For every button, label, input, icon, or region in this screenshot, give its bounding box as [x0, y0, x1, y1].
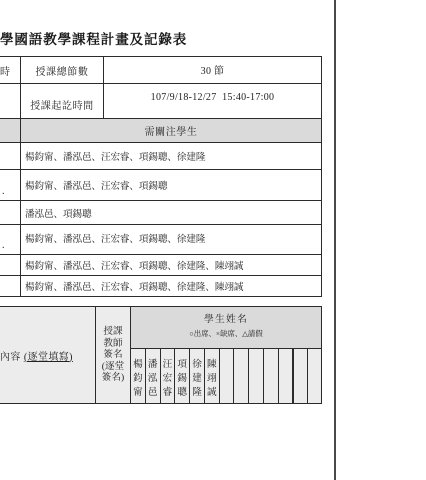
student-column [204, 348, 220, 404]
attention-row-names: 楊鈞甯、潘泓邑、汪宏睿、項錫聰、徐建隆 [25, 152, 206, 163]
total-sessions-value: 30 節 [200, 66, 225, 77]
period-value: 107/9/18-12/27 15:40-17:00 [150, 92, 275, 103]
attention-row [20, 224, 322, 255]
period-label: 授課起訖時間 [30, 100, 94, 112]
attendance-legend: ○出席、×缺席、△請假 [189, 329, 263, 338]
attention-header: 需關注學生 [144, 127, 198, 138]
attention-row [20, 200, 322, 225]
student-column-empty [233, 348, 249, 404]
row-marker: . [2, 186, 5, 197]
total-sessions-label: 授課總節數 [35, 66, 89, 78]
attention-row-names: 楊鈞甯、潘泓邑、汪宏睿、項錫聰、徐建隆、陳翊誠 [25, 261, 244, 272]
student-column-empty [278, 348, 294, 404]
attention-row [20, 275, 322, 297]
left-label-cell [0, 56, 21, 84]
content-cell [0, 306, 96, 404]
student-name: 汪宏睿 [162, 359, 173, 398]
row-marker: . [2, 240, 5, 251]
total-sessions-value-cell [103, 56, 322, 84]
student-column-empty [248, 348, 264, 404]
attention-row-names: 潘泓邑、項錫聰 [25, 208, 92, 220]
attention-row-names: 楊鈞甯、潘泓邑、汪宏睿、項錫聰、徐建隆 [25, 234, 206, 245]
teacher-signature-label-line: 簽名) [101, 372, 125, 384]
attention-row [20, 169, 322, 201]
student-column [130, 348, 146, 404]
teacher-signature-label-line: 簽名 [103, 349, 123, 361]
total-sessions-label-cell [20, 56, 104, 84]
teacher-signature-label-line: 授課 [103, 326, 123, 338]
student-name: 項錫聰 [177, 359, 187, 398]
student-column [145, 348, 161, 404]
content-label: 內容 [0, 351, 21, 363]
attention-row-names: 楊鈞甯、潘泓邑、汪宏睿、項錫聰、徐建隆、陳翊誠 [25, 282, 244, 293]
left-blank-cell [0, 83, 21, 119]
row-marker-cell [0, 169, 21, 201]
attention-row [20, 142, 322, 170]
student-column [189, 348, 205, 404]
student-column-empty [263, 348, 279, 404]
row-marker-cell [0, 275, 21, 297]
attention-row [20, 254, 322, 276]
content-note: (逐堂填寫) [23, 351, 73, 363]
attention-row-names: 楊鈞甯、潘泓邑、汪宏睿、項錫聰 [25, 181, 168, 192]
students-header-cell [130, 306, 322, 349]
students-header: 學生姓名 [204, 314, 248, 325]
teacher-signature-label-line: (逐堂 [101, 360, 125, 372]
student-name: 陳翊誠 [206, 359, 217, 398]
student-name: 徐建隆 [192, 359, 202, 398]
row-marker-cell [0, 142, 21, 170]
left-label-fragment: 時 [0, 66, 10, 78]
row-marker-cell [0, 224, 21, 255]
attention-header-cell [20, 118, 322, 143]
student-column [160, 348, 176, 404]
teacher-signature-label-line: 教師 [103, 337, 123, 349]
student-column-empty [219, 348, 235, 404]
student-column-empty [293, 348, 309, 404]
period-label-cell [20, 83, 104, 119]
row-marker-cell [0, 200, 21, 225]
left-header-cell [0, 118, 21, 143]
teacher-signature-cell [95, 306, 131, 404]
paper-edge [334, 0, 336, 480]
student-column-empty [307, 348, 322, 404]
row-marker-cell [0, 254, 21, 276]
student-column [174, 348, 190, 404]
student-name: 楊鈞甯 [133, 359, 143, 398]
period-value-cell [103, 83, 322, 119]
document-title: 學國語教學課程計畫及記錄表 [0, 32, 188, 47]
student-name: 潘泓邑 [147, 359, 158, 398]
